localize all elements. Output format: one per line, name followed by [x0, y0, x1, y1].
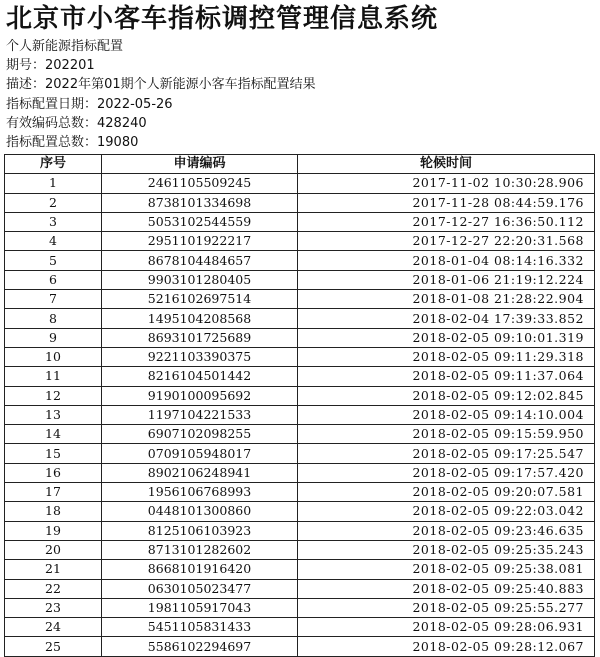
table-row [5, 290, 595, 309]
period-number: 期号：202201 [6, 58, 95, 74]
table-row [5, 193, 595, 212]
row-index: 6 [5, 270, 102, 289]
row-index: 8 [5, 309, 102, 328]
application-code: 8902106248941 [102, 463, 298, 482]
meta-info [6, 37, 316, 152]
table-row [5, 560, 595, 579]
row-index: 18 [5, 502, 102, 521]
row-index: 5 [5, 251, 102, 270]
row-index: 11 [5, 367, 102, 386]
table-row [5, 174, 595, 193]
application-code: 9221103390375 [102, 347, 298, 366]
waiting-time: 2018-02-05 09:11:37.064 [298, 367, 595, 386]
application-code: 5216102697514 [102, 290, 298, 309]
row-index: 2 [5, 193, 102, 212]
column-header-code: 申请编码 [102, 155, 298, 174]
application-code: 8125106103923 [102, 521, 298, 540]
waiting-time: 2018-01-06 21:19:12.224 [298, 270, 595, 289]
subtitle: 个人新能源指标配置 [6, 39, 124, 54]
application-code: 1981105917043 [102, 598, 298, 617]
waiting-time: 2018-02-05 09:25:55.277 [298, 598, 595, 617]
row-index: 16 [5, 463, 102, 482]
waiting-time: 2018-02-05 09:22:03.042 [298, 502, 595, 521]
row-index: 14 [5, 425, 102, 444]
application-code: 8738101334698 [102, 193, 298, 212]
row-index: 9 [5, 328, 102, 347]
row-index: 3 [5, 212, 102, 231]
application-code: 2461105509245 [102, 174, 298, 193]
row-index: 24 [5, 618, 102, 637]
waiting-time: 2018-02-05 09:20:07.581 [298, 483, 595, 502]
waiting-time: 2018-01-08 21:28:22.904 [298, 290, 595, 309]
waiting-time: 2018-02-05 09:14:10.004 [298, 405, 595, 424]
application-code: 8678104484657 [102, 251, 298, 270]
table-row [5, 540, 595, 559]
table-row [5, 367, 595, 386]
table-row [5, 425, 595, 444]
results-table [4, 154, 595, 657]
application-code: 2951101922217 [102, 232, 298, 251]
description: 描述：2022年第01期个人新能源小客车指标配置结果 [6, 77, 316, 93]
row-index: 10 [5, 347, 102, 366]
total-allocations: 指标配置总数：19080 [6, 135, 139, 151]
page-title: 北京市小客车指标调控管理信息系统 [6, 4, 439, 34]
table-row [5, 521, 595, 540]
row-index: 13 [5, 405, 102, 424]
column-header-index: 序号 [5, 155, 102, 174]
waiting-time: 2018-01-04 08:14:16.332 [298, 251, 595, 270]
application-code: 5053102544559 [102, 212, 298, 231]
waiting-time: 2017-11-02 10:30:28.906 [298, 174, 595, 193]
waiting-time: 2018-02-05 09:15:59.950 [298, 425, 595, 444]
application-code: 1197104221533 [102, 405, 298, 424]
row-index: 19 [5, 521, 102, 540]
table-row [5, 637, 595, 656]
table-row [5, 270, 595, 289]
table-row [5, 444, 595, 463]
application-code: 8668101916420 [102, 560, 298, 579]
total-valid-codes: 有效编码总数：428240 [6, 115, 147, 131]
application-code: 9903101280405 [102, 270, 298, 289]
application-code: 1956106768993 [102, 483, 298, 502]
table-row [5, 483, 595, 502]
row-index: 22 [5, 579, 102, 598]
table-row [5, 386, 595, 405]
row-index: 21 [5, 560, 102, 579]
waiting-time: 2018-02-05 09:23:46.635 [298, 521, 595, 540]
application-code: 0448101300860 [102, 502, 298, 521]
table-row [5, 502, 595, 521]
row-index: 15 [5, 444, 102, 463]
application-code: 6907102098255 [102, 425, 298, 444]
row-index: 12 [5, 386, 102, 405]
application-code: 8693101725689 [102, 328, 298, 347]
row-index: 17 [5, 483, 102, 502]
waiting-time: 2018-02-05 09:25:35.243 [298, 540, 595, 559]
waiting-time: 2018-02-05 09:17:57.420 [298, 463, 595, 482]
table-row [5, 463, 595, 482]
application-code: 0630105023477 [102, 579, 298, 598]
waiting-time: 2017-12-27 22:20:31.568 [298, 232, 595, 251]
row-index: 7 [5, 290, 102, 309]
application-code: 5451105831433 [102, 618, 298, 637]
application-code: 0709105948017 [102, 444, 298, 463]
application-code: 9190100095692 [102, 386, 298, 405]
row-index: 4 [5, 232, 102, 251]
table-row [5, 309, 595, 328]
row-index: 20 [5, 540, 102, 559]
waiting-time: 2018-02-05 09:11:29.318 [298, 347, 595, 366]
table-row [5, 598, 595, 617]
row-index: 23 [5, 598, 102, 617]
application-code: 1495104208568 [102, 309, 298, 328]
application-code: 5586102294697 [102, 637, 298, 656]
table-row [5, 347, 595, 366]
table-row [5, 232, 595, 251]
table-row [5, 328, 595, 347]
table-header-row [5, 155, 595, 174]
table-row [5, 618, 595, 637]
table-row [5, 212, 595, 231]
waiting-time: 2017-12-27 16:36:50.112 [298, 212, 595, 231]
table-row [5, 251, 595, 270]
application-code: 8713101282602 [102, 540, 298, 559]
table-row [5, 405, 595, 424]
waiting-time: 2017-11-28 08:44:59.176 [298, 193, 595, 212]
waiting-time: 2018-02-05 09:12:02.845 [298, 386, 595, 405]
table-body [5, 174, 595, 656]
table-row [5, 579, 595, 598]
row-index: 25 [5, 637, 102, 656]
waiting-time: 2018-02-05 09:28:06.931 [298, 618, 595, 637]
column-header-time: 轮候时间 [298, 155, 595, 174]
waiting-time: 2018-02-05 09:10:01.319 [298, 328, 595, 347]
row-index: 1 [5, 174, 102, 193]
application-code: 8216104501442 [102, 367, 298, 386]
waiting-time: 2018-02-05 09:17:25.547 [298, 444, 595, 463]
waiting-time: 2018-02-05 09:25:40.883 [298, 579, 595, 598]
waiting-time: 2018-02-04 17:39:33.852 [298, 309, 595, 328]
waiting-time: 2018-02-05 09:28:12.067 [298, 637, 595, 656]
waiting-time: 2018-02-05 09:25:38.081 [298, 560, 595, 579]
allocation-date: 指标配置日期：2022-05-26 [6, 96, 173, 112]
